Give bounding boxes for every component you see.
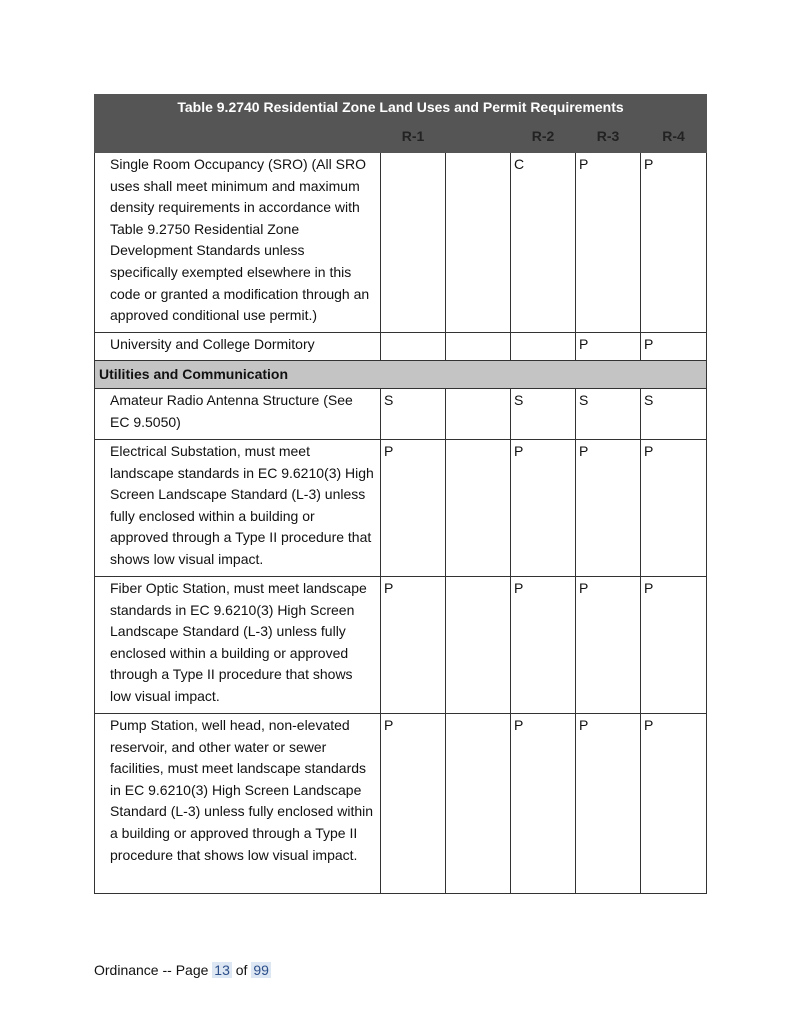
cell-r4: P bbox=[641, 153, 707, 333]
section-header-row bbox=[95, 361, 707, 389]
cell-r3: P bbox=[576, 333, 641, 361]
column-header-description bbox=[95, 121, 381, 153]
cell-blank bbox=[446, 389, 511, 440]
cell-r1: P bbox=[381, 440, 446, 577]
table-row bbox=[95, 440, 707, 577]
cell-r4: P bbox=[641, 333, 707, 361]
cell-blank bbox=[446, 577, 511, 714]
table-title: Table 9.2740 Residential Zone Land Uses and Permit Requirements bbox=[95, 95, 707, 121]
cell-blank bbox=[446, 714, 511, 894]
cell-r2: P bbox=[511, 440, 576, 577]
column-header-r3: R-3 bbox=[576, 121, 641, 153]
cell-r2: S bbox=[511, 389, 576, 440]
cell-r4: S bbox=[641, 389, 707, 440]
land-use-table bbox=[94, 94, 707, 894]
row-description: Single Room Occupancy (SRO) (All SRO uses shall meet minimum and maximum density requirements in accordance with Table 9.2750 Residential Zone Development Standards unless specifically exempted elsewhere in this code or granted a modification through an approved conditional use permit.) bbox=[95, 153, 381, 333]
page-footer bbox=[94, 962, 271, 978]
column-header-r4: R-4 bbox=[641, 121, 707, 153]
table-row bbox=[95, 714, 707, 894]
cell-r1: P bbox=[381, 577, 446, 714]
cell-r4: P bbox=[641, 440, 707, 577]
column-header-blank bbox=[446, 121, 511, 153]
row-description: University and College Dormitory bbox=[95, 333, 381, 361]
table-row bbox=[95, 577, 707, 714]
page-number-field[interactable]: 13 bbox=[214, 962, 230, 978]
table-row bbox=[95, 333, 707, 361]
cell-r4: P bbox=[641, 714, 707, 894]
column-header-r1: R-1 bbox=[381, 121, 446, 153]
row-description: Fiber Optic Station, must meet landscape standards in EC 9.6210(3) High Screen Landscape Standard (L-3) unless fully enclosed within a building or approved through a Type II procedure that shows low visual impact. bbox=[95, 577, 381, 714]
cell-r1 bbox=[381, 153, 446, 333]
cell-r2: C bbox=[511, 153, 576, 333]
cell-blank bbox=[446, 440, 511, 577]
footer-prefix: Ordinance -- Page bbox=[94, 962, 209, 978]
section-title: Utilities and Communication bbox=[95, 361, 707, 389]
table-row bbox=[95, 153, 707, 333]
cell-r3: P bbox=[576, 153, 641, 333]
row-description: Electrical Substation, must meet landscape standards in EC 9.6210(3) High Screen Landscape Standard (L-3) unless fully enclosed within a building or approved through a Type II procedure that shows low visual impact. bbox=[95, 440, 381, 577]
column-header-r2: R-2 bbox=[511, 121, 576, 153]
cell-r4: P bbox=[641, 577, 707, 714]
cell-blank bbox=[446, 333, 511, 361]
cell-r1: S bbox=[381, 389, 446, 440]
cell-blank bbox=[446, 153, 511, 333]
table-row bbox=[95, 389, 707, 440]
footer-of: of bbox=[235, 962, 248, 978]
cell-r2: P bbox=[511, 577, 576, 714]
cell-r3: S bbox=[576, 389, 641, 440]
cell-r3: P bbox=[576, 577, 641, 714]
cell-r2 bbox=[511, 333, 576, 361]
page-total-field[interactable]: 99 bbox=[253, 962, 269, 978]
cell-r2: P bbox=[511, 714, 576, 894]
row-description: Pump Station, well head, non-elevated reservoir, and other water or sewer facilities, must meet landscape standards in EC 9.6210(3) High Screen Landscape Standard (L-3) unless fully enclosed within a building or approved through a Type II procedure that shows low visual impact. bbox=[95, 714, 381, 894]
cell-r1: P bbox=[381, 714, 446, 894]
cell-r3: P bbox=[576, 714, 641, 894]
cell-r3: P bbox=[576, 440, 641, 577]
row-description: Amateur Radio Antenna Structure (See EC 9.5050) bbox=[95, 389, 381, 440]
cell-r1 bbox=[381, 333, 446, 361]
